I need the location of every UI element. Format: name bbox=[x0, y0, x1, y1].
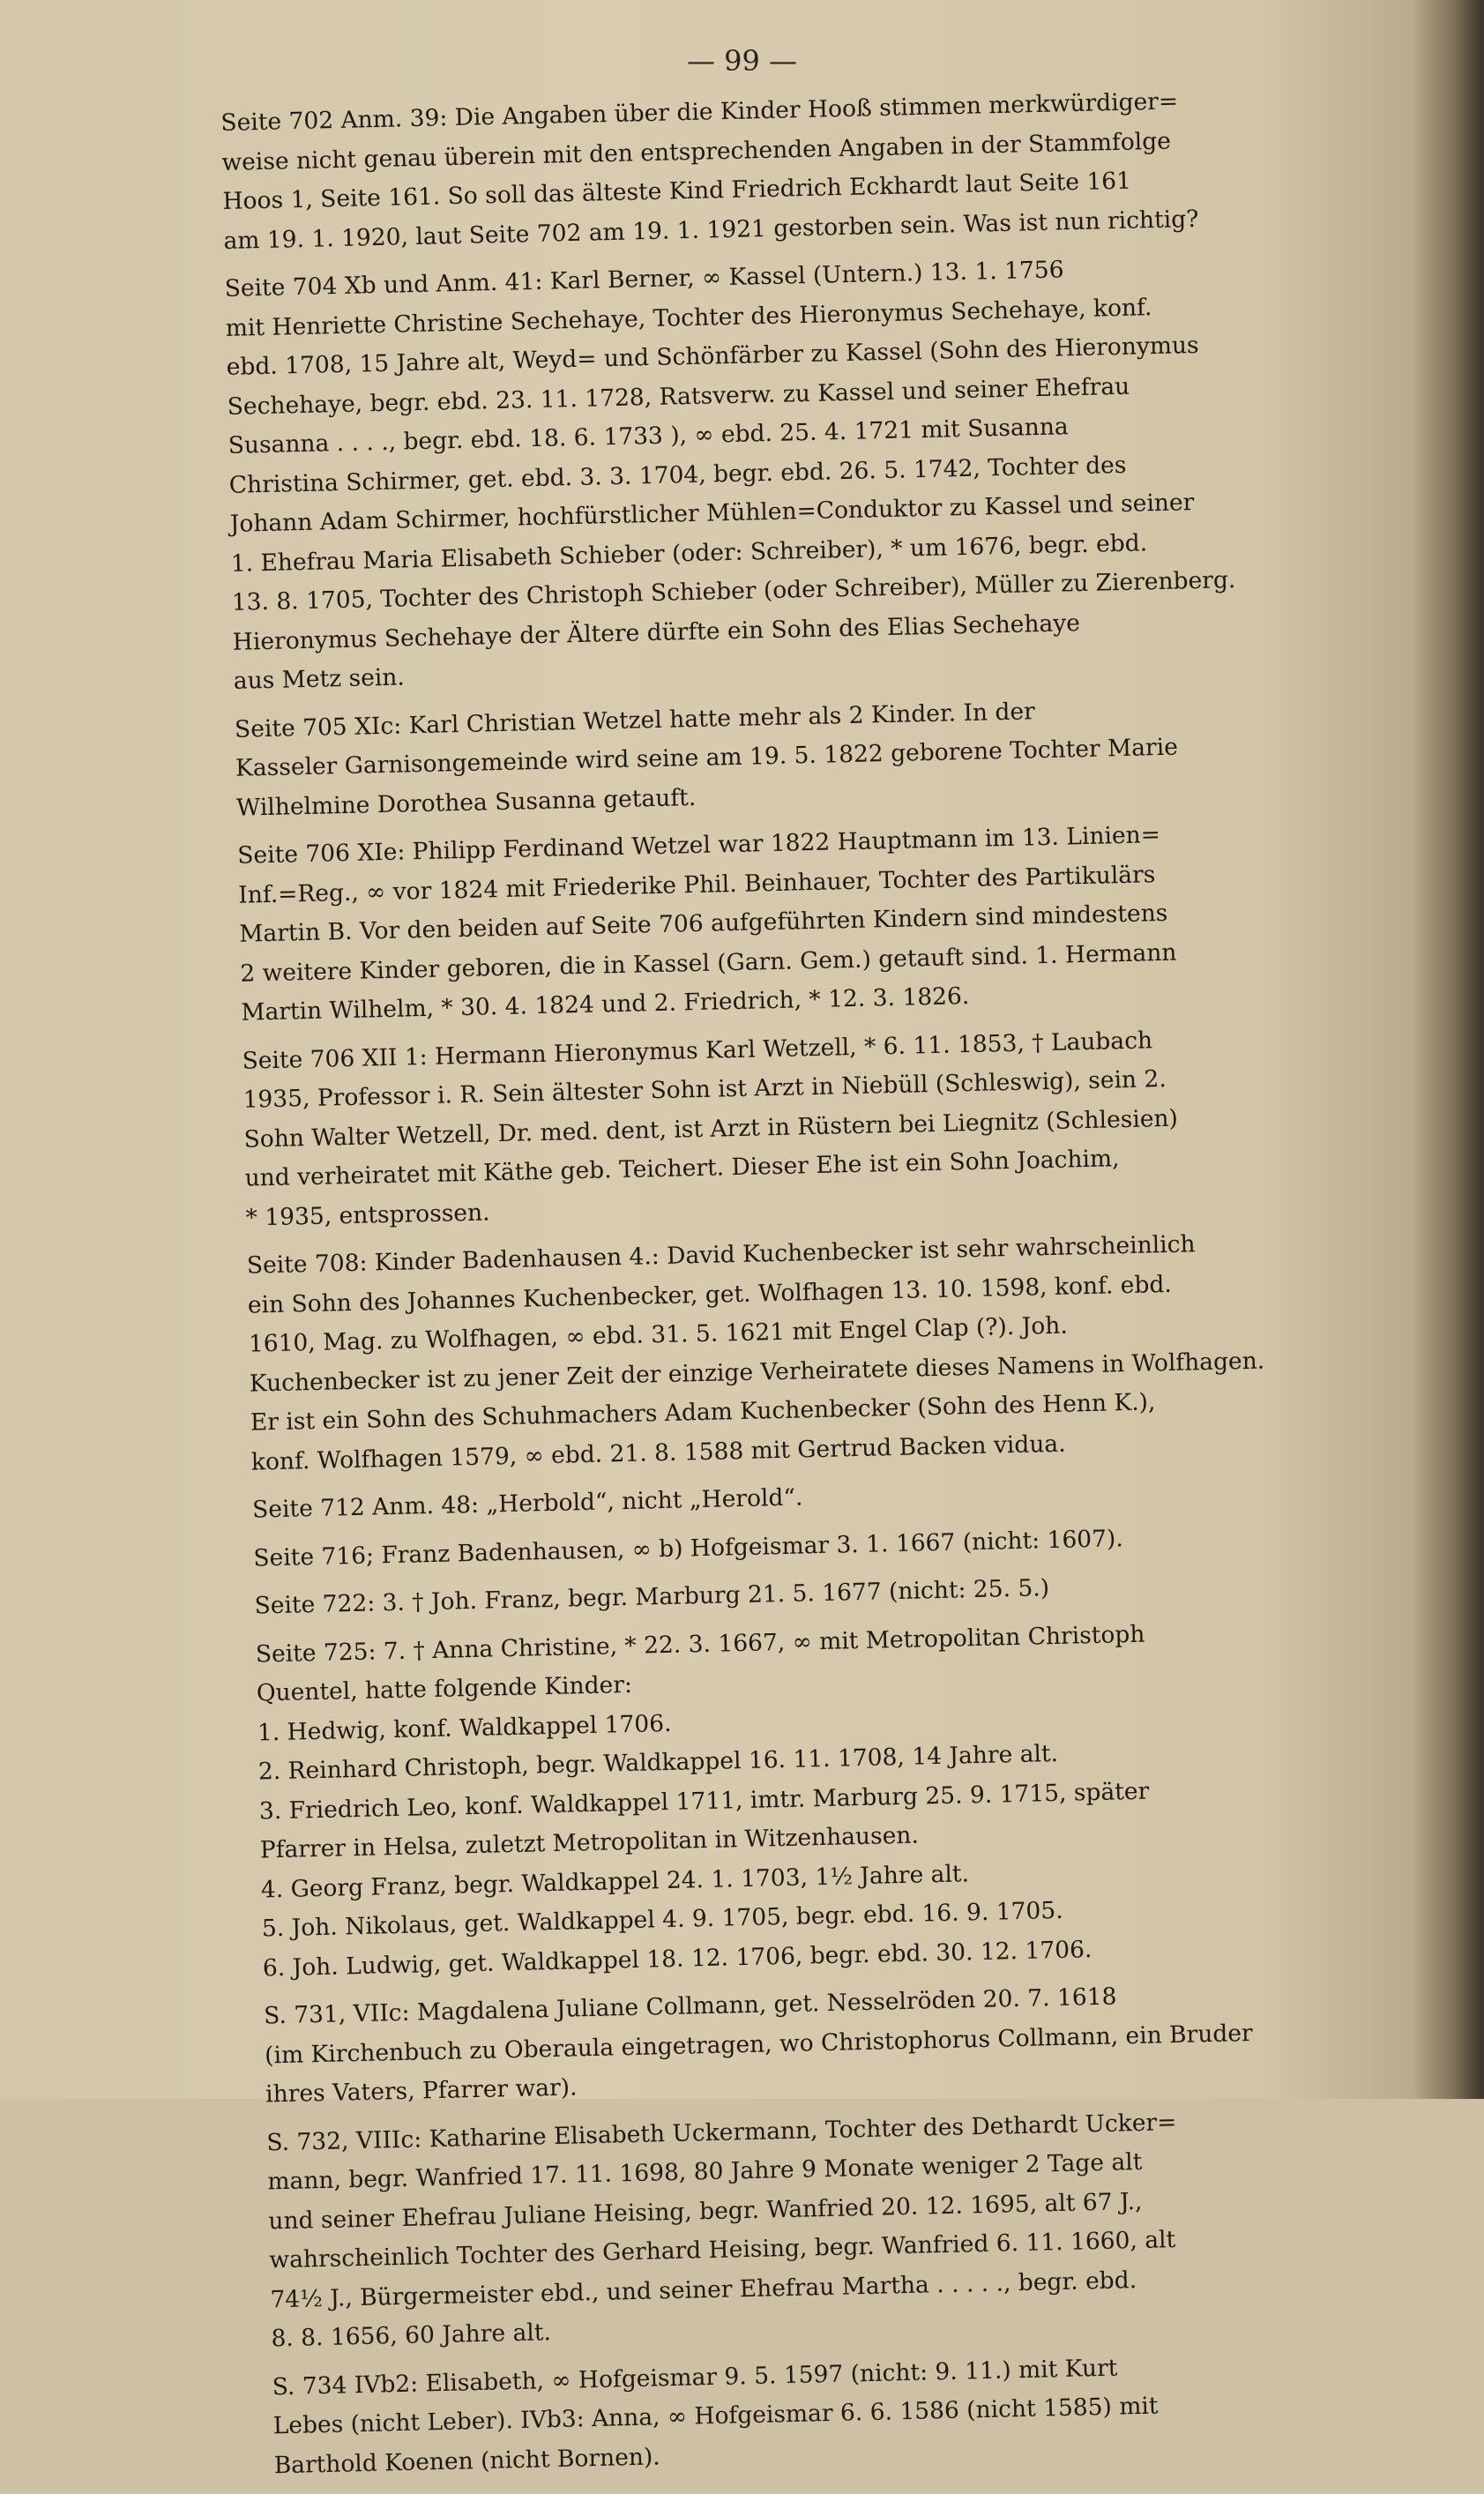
text-line: Sechehaye, begr. ebd. 23. 11. 1728, Ratsverw. zu Kassel und seiner Ehefrau bbox=[227, 372, 1130, 421]
entry-paragraph bbox=[235, 686, 1295, 828]
text-line: Martin Wilhelm, * 30. 4. 1824 und 2. Friedrich, * 12. 3. 1826. bbox=[241, 982, 970, 1027]
text-line: 3. Friedrich Leo, konf. Waldkappel 1711, imtr. Marburg 25. 9. 1715, später bbox=[258, 1777, 1150, 1825]
text-line: 74½ J., Bürgermeister ebd., und seiner Ehefrau Martha . . . . ., begr. ebd. bbox=[270, 2266, 1137, 2313]
text-line: Seite 702 Anm. 39: Die Angaben über die Kinder Hooß stimmen merkwürdiger= bbox=[220, 87, 1179, 137]
text-line: S. 731, VIIc: Magdalena Juliane Collmann, get. Nesselröden 20. 7. 1618 bbox=[263, 1983, 1117, 2030]
entry-paragraph bbox=[272, 2344, 1332, 2486]
text-line: und verheiratet mit Käthe geb. Teichert. Dieser Ehe ist ein Sohn Joachim, bbox=[244, 1145, 1120, 1192]
text-line: Johann Adam Schirmer, hochfürstlicher Mühlen=Conduktor zu Kassel und seiner bbox=[229, 489, 1195, 538]
text-line: Seite 725: 7. † Anna Christine, * 22. 3. 1667, ∞ mit Metropolitan Christoph bbox=[255, 1620, 1145, 1669]
text-line: Seite 706 XIe: Philipp Ferdinand Wetzel war 1822 Hauptmann im 13. Linien= bbox=[236, 821, 1161, 870]
text-line: weise nicht genau überein mit den entsprechenden Angaben in der Stammfolge bbox=[221, 127, 1172, 176]
text-line: Hieronymus Sechehaye der Ältere dürfte ein Sohn des Elias Sechehaye bbox=[232, 609, 1081, 656]
text-line: S. 734 IVb2: Elisabeth, ∞ Hofgeismar 9. 5. 1597 (nicht: 9. 11.) mit Kurt bbox=[272, 2354, 1118, 2401]
entry-paragraph bbox=[264, 1973, 1324, 2115]
text-line: Seite 705 XIc: Karl Christian Wetzel hatte mehr als 2 Kinder. In der bbox=[234, 697, 1036, 743]
text-line: Pfarrer in Helsa, zuletzt Metropolitan in Witzenhausen. bbox=[259, 1821, 920, 1864]
text-line: * 1935, entsprossen. bbox=[245, 1198, 490, 1232]
text-line: Kuchenbecker ist zu jener Zeit der einzige Verheiratete dieses Namens in Wolfhagen. bbox=[249, 1347, 1265, 1398]
page-number: — 99 — bbox=[686, 44, 798, 78]
text-line: 8. 8. 1656, 60 Jahre alt. bbox=[271, 2319, 552, 2353]
entry-paragraph bbox=[246, 1222, 1309, 1482]
text-line: Hoos 1, Seite 161. So soll das älteste Kind Friedrich Eckhardt laut Seite 161 bbox=[222, 167, 1132, 215]
entry-paragraph bbox=[220, 80, 1282, 261]
text-line: 1. Hedwig, konf. Waldkappel 1706. bbox=[257, 1709, 672, 1747]
text-line: Barthold Koenen (nicht Bornen). bbox=[273, 2442, 660, 2479]
text-line: Er ist ein Sohn des Schuhmachers Adam Kuchenbecker (Sohn des Henn K.), bbox=[250, 1388, 1156, 1437]
text-line: 1. Ehefrau Maria Elisabeth Schieber (oder: Schreiber), * um 1676, begr. ebd. bbox=[230, 528, 1148, 578]
text-line: 2. Reinhard Christoph, begr. Waldkappel 16. 11. 1708, 14 Jahre alt. bbox=[257, 1739, 1059, 1786]
text-line: ihres Vaters, Pfarrer war). bbox=[265, 2073, 578, 2109]
text-line: 4. Georg Franz, begr. Waldkappel 24. 1. 1703, 1½ Jahre alt. bbox=[260, 1859, 970, 1903]
text-line: mann, begr. Wanfried 17. 11. 1698, 80 Jahre 9 Monate weniger 2 Tage alt bbox=[267, 2147, 1143, 2196]
text-line: am 19. 1. 1920, laut Seite 702 am 19. 1. 1921 gestorben sein. Was ist nun richtig? bbox=[223, 205, 1199, 255]
text-line: Sohn Walter Wetzell, Dr. med. dent, ist Arzt in Rüstern bei Liegnitz (Schlesien) bbox=[243, 1104, 1179, 1154]
text-line: Seite 704 Xb und Anm. 41: Karl Berner, ∞ Kassel (Untern.) 13. 1. 1756 bbox=[224, 256, 1064, 302]
text-line: Inf.=Reg., ∞ vor 1824 mit Friederike Phil. Beinhauer, Tochter des Partikulärs bbox=[237, 860, 1156, 909]
text-line: 2 weitere Kinder geboren, die in Kassel (Garn. Gem.) getauft sind. 1. Hermann bbox=[240, 938, 1177, 988]
text-line: 13. 8. 1705, Tochter des Christoph Schieber (oder Schreiber), Müller zu Zierenberg. bbox=[231, 566, 1236, 616]
text-line: Seite 722: 3. † Joh. Franz, begr. Marburg 21. 5. 1677 (nicht: 25. 5.) bbox=[254, 1574, 1050, 1620]
text-line: aus Metz sein. bbox=[233, 663, 406, 695]
text-line: (im Kirchenbuch zu Oberaula eingetragen, wo Christophorus Collmann, ein Bruder bbox=[264, 2019, 1253, 2069]
entry-paragraph bbox=[255, 1611, 1321, 1989]
text-line: Seite 708: Kinder Badenhausen 4.: David Kuchenbecker ist sehr wahrscheinlich bbox=[246, 1230, 1196, 1280]
text-line: Wilhelmine Dorothea Susanna getauft. bbox=[235, 783, 697, 822]
text-line: 5. Joh. Nikolaus, get. Waldkappel 4. 9. 1705, begr. ebd. 16. 9. 1705. bbox=[261, 1896, 1063, 1943]
book-spine-shadow bbox=[1413, 0, 1484, 2099]
text-line: ebd. 1708, 15 Jahre alt, Weyd= und Schönfärber zu Kassel (Sohn des Hieronymus bbox=[226, 331, 1199, 381]
text-line: Kasseler Garnisongemeinde wird seine am 19. 5. 1822 geborene Tochter Marie bbox=[235, 733, 1179, 782]
text-line: 1935, Professor i. R. Sein ältester Sohn ist Arzt in Niebüll (Schleswig), sein 2. bbox=[242, 1064, 1167, 1114]
text-line: Lebes (nicht Leber). IVb3: Anna, ∞ Hofgeismar 6. 6. 1586 (nicht 1585) mit bbox=[272, 2392, 1159, 2440]
text-line: Martin B. Vor den beiden auf Seite 706 aufgeführten Kindern sind mindestens bbox=[239, 899, 1168, 948]
text-line: 6. Joh. Ludwig, get. Waldkappel 18. 12. 1706, begr. ebd. 30. 12. 1706. bbox=[262, 1935, 1092, 1982]
text-line: ein Sohn des Johannes Kuchenbecker, get. Wolfhagen 13. 10. 1598, konf. ebd. bbox=[247, 1270, 1173, 1319]
text-line: konf. Wolfhagen 1579, ∞ ebd. 21. 8. 1588 mit Gertrud Backen vidua. bbox=[250, 1430, 1066, 1476]
entry-paragraph bbox=[266, 2100, 1330, 2359]
entry-paragraph bbox=[224, 246, 1292, 702]
page-body bbox=[220, 80, 1332, 2494]
text-line: Seite 706 XII 1: Hermann Hieronymus Karl Wetzell, * 6. 11. 1853, † Laubach bbox=[242, 1026, 1153, 1075]
text-line: Seite 712 Anm. 48: „Herbold“, nicht „Herold“. bbox=[251, 1483, 803, 1524]
text-line: Christina Schirmer, get. ebd. 3. 3. 1704, begr. ebd. 26. 5. 1742, Tochter des bbox=[228, 451, 1127, 499]
text-line: mit Henriette Christine Sechehaye, Tochter des Hieronymus Sechehaye, konf. bbox=[225, 293, 1152, 342]
text-line: Seite 716; Franz Badenhausen, ∞ b) Hofgeismar 3. 1. 1667 (nicht: 1607). bbox=[253, 1524, 1124, 1572]
text-line: Susanna . . . ., begr. ebd. 18. 6. 1733 ), ∞ ebd. 25. 4. 1721 mit Susanna bbox=[227, 413, 1070, 459]
entry-paragraph bbox=[242, 1018, 1304, 1238]
text-line: 1610, Mag. zu Wolfhagen, ∞ ebd. 31. 5. 1621 mit Engel Clap (?). Joh. bbox=[248, 1311, 1069, 1358]
text-line: und seiner Ehefrau Juliane Heising, begr. Wanfried 20. 12. 1695, alt 67 J., bbox=[268, 2187, 1143, 2235]
entry-paragraph bbox=[237, 813, 1300, 1034]
text-line: Quentel, hatte folgende Kinder: bbox=[256, 1670, 633, 1707]
text-line: S. 732, VIIIc: Katharine Elisabeth Uckermann, Tochter des Dethardt Ucker= bbox=[266, 2108, 1177, 2156]
text-line: wahrscheinlich Tochter des Gerhard Heising, begr. Wanfried 6. 11. 1660, alt bbox=[269, 2226, 1176, 2274]
